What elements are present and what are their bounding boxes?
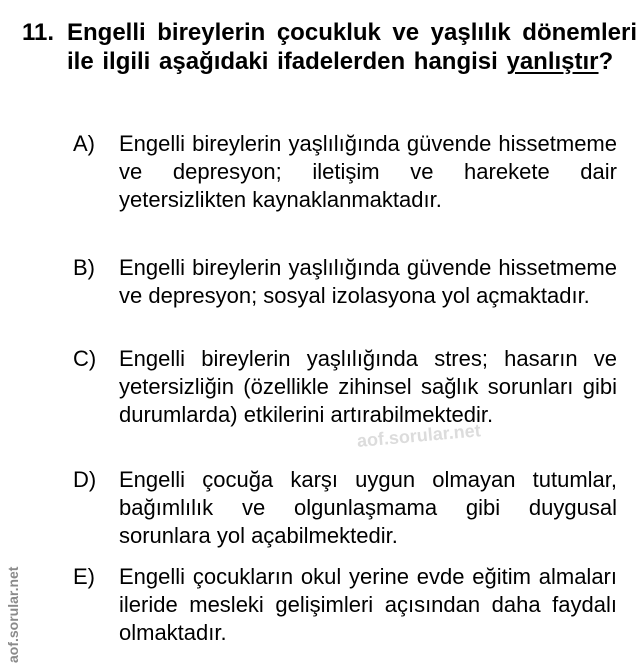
option-text: Engelli bireylerin yaşlılığında güvende hissetmeme ve depresyon; iletişim ve harekete dair yetersizlikten kaynaklanmaktadır. xyxy=(119,131,617,213)
option-letter: E) xyxy=(73,564,95,589)
option-letter: A) xyxy=(73,131,95,156)
question-emphasis: yanlıştır xyxy=(506,48,599,75)
option-letter: C) xyxy=(73,346,97,371)
option-text: Engelli çocukların okul yerine evde eğitim almaları ileride mesleki gelişimleri açısından daha faydalı olmaktadır. xyxy=(119,564,617,646)
option-text: Engelli bireylerin yaşlılığında stres; hasarın ve yetersizliğin (özellikle zihinsel sağlık sorunları gibi durumlarda) etkilerini artırabilmektedir. xyxy=(119,346,617,428)
question-number: 11. xyxy=(22,19,55,46)
option-text: Engelli bireylerin yaşlılığında güvende hissetmeme ve depresyon; sosyal izolasyona yol açmaktadır. xyxy=(119,255,617,309)
option-letter: D) xyxy=(73,467,97,492)
option-letter: B) xyxy=(73,255,95,280)
question-mark: ? xyxy=(598,48,614,75)
question-text: Engelli bireylerin çocukluk ve yaşlılık dönemleri ile ilgili aşağıdaki ifadelerden hangisi xyxy=(67,19,637,75)
watermark-center: aof.sorular.net xyxy=(356,420,482,451)
option-text: Engelli çocuğa karşı uygun olmayan tutumlar, bağımlılık ve olgunlaşmama gibi duygusal sorunlara yol açabilmektedir. xyxy=(119,467,617,549)
watermark-side: aof.sorular.net xyxy=(5,566,21,663)
question-stem xyxy=(67,18,637,76)
